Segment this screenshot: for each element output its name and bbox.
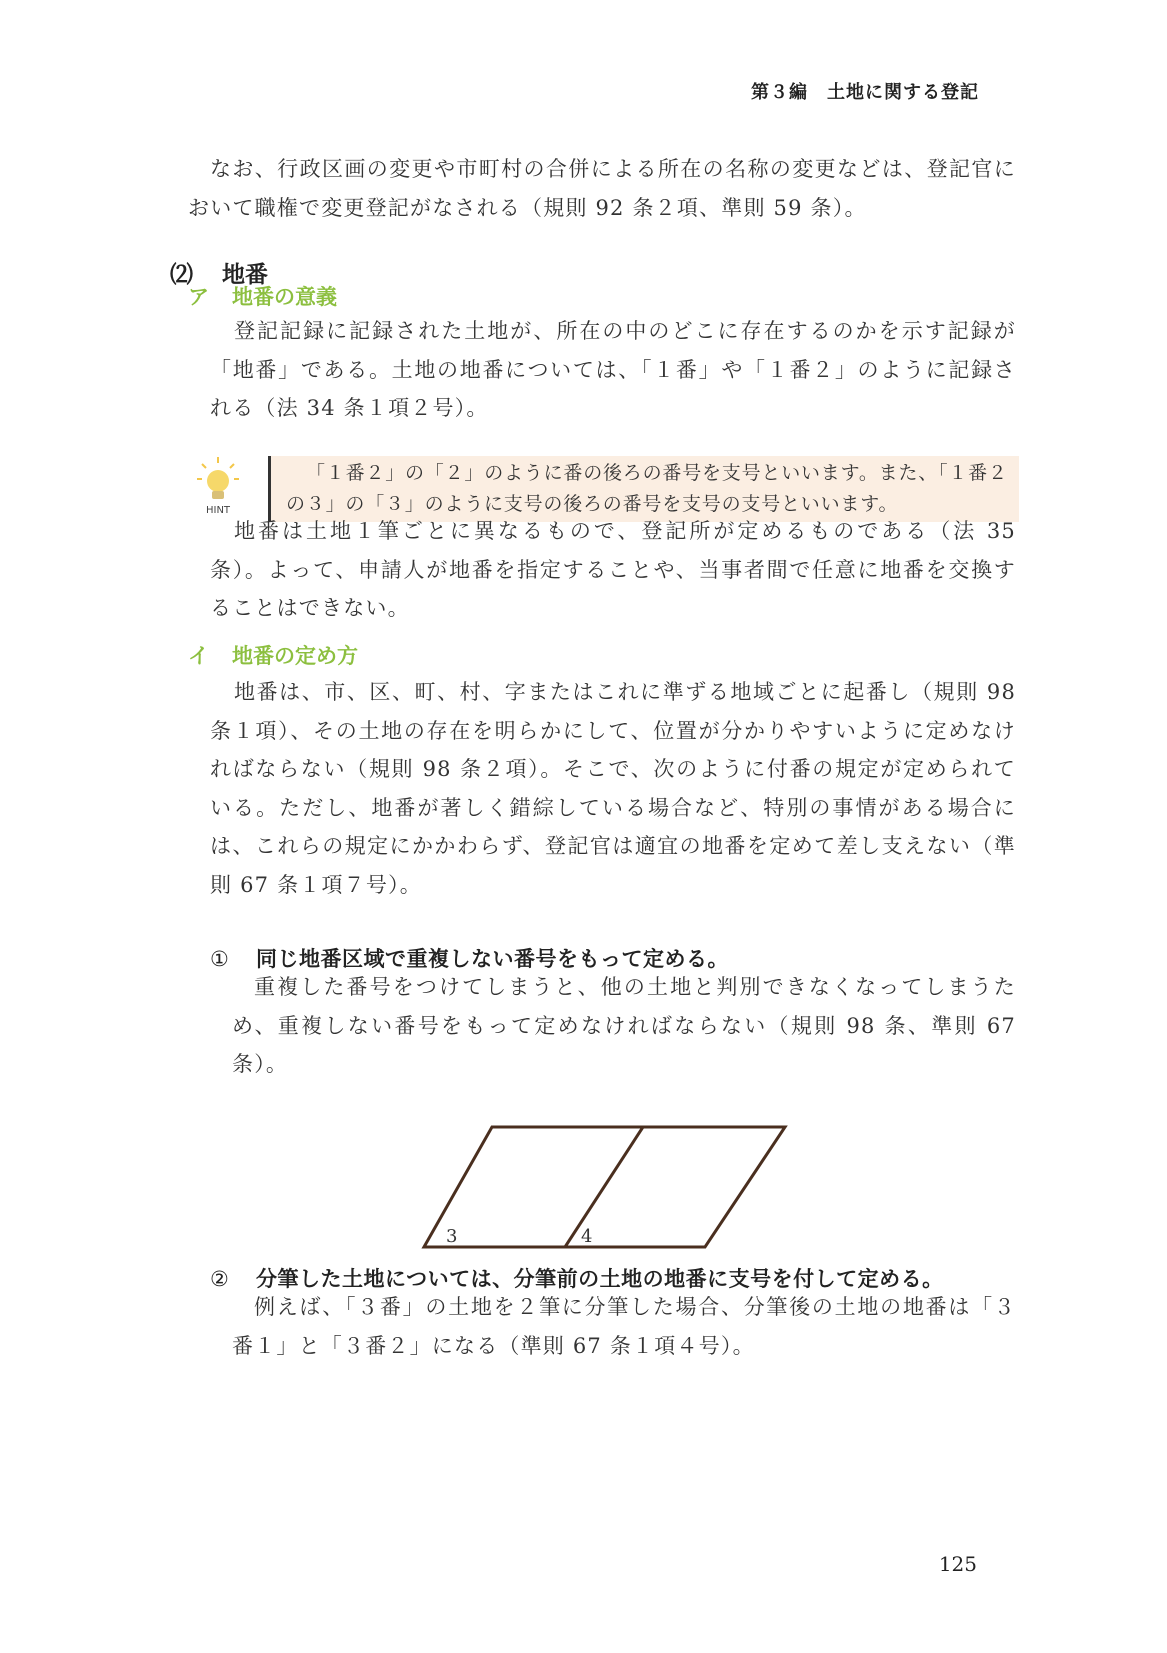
section-number: ⑵ <box>170 262 193 288</box>
subsection-a-paragraph-1: 登記記録に記録された土地が、所在の中のどこに存在するのかを示す記録が「地番」である。土地の地番については、「１番」や「１番２」のように記録される（法 34 条１項２号）。 <box>210 319 1016 420</box>
page-number: 125 <box>938 1552 977 1576</box>
parcel-divider <box>565 1127 643 1247</box>
hint-label: HINT <box>205 505 231 516</box>
subsection-a-label: ア <box>188 285 209 309</box>
subsection-i-heading <box>188 640 358 670</box>
subsection-i-label: イ <box>188 644 209 668</box>
subsection-i-paragraph: 地番は、市、区、町、村、字またはこれに準ずる地域ごとに起番し（規則 98 条１項）、その土地の存在を明らかにして、位置が分かりやすいように定めなければならない（規則 98 条２項）。そこで、次のように付番の規定が定められている。ただし、地番が著しく錯綜している場合など、特別の事情がある場合には、これらの規定にかかわらず、登記官は適宜の地番を定めて差し支えない（準則 67 条１項７号）。 <box>210 680 1017 897</box>
parcel-number-right: 4 <box>581 1226 593 1247</box>
intro-paragraph: なお、行政区画の変更や市町村の合併による所在の名称の変更などは、登記官において職権で変更登記がなされる（規則 92 条２項、準則 59 条）。 <box>188 157 1016 220</box>
rule-2-text: 例えば、「３番」の土地を２筆に分筆した場合、分筆後の土地の地番は「３番１」と「３番２」になる（準則 67 条１項４号）。 <box>232 1295 1016 1358</box>
section-title: 地番 <box>222 262 268 288</box>
parcel-number-left: 3 <box>446 1226 458 1247</box>
running-header: 第３編 土地に関する登記 <box>751 82 979 103</box>
subsection-a-title: 地番の意義 <box>232 285 337 309</box>
rule-2-heading-text: 分筆した土地については、分筆前の土地の地番に支号を付して定める。 <box>256 1267 944 1291</box>
rule-1-text: 重複した番号をつけてしまうと、他の土地と判別できなくなってしまうため、重複しない番号をもって定めなければならない（規則 98 条、準則 67 条）。 <box>232 975 1016 1076</box>
subsection-i-title: 地番の定め方 <box>232 644 358 668</box>
subsection-a-heading <box>188 281 337 311</box>
parcel-diagram <box>420 1123 800 1253</box>
rule-2-marker: ② <box>210 1267 230 1291</box>
rule-1-marker: ① <box>210 947 230 971</box>
rule-1-heading-text: 同じ地番区域で重複しない番号をもって定める。 <box>256 947 729 971</box>
subsection-a-paragraph-2: 地番は土地１筆ごとに異なるもので、登記所が定めるものである（法 35 条）。よって、申請人が地番を指定することや、当事者間で任意に地番を交換することはできない。 <box>210 519 1016 620</box>
hint-text: 「１番２」の「２」のように番の後ろの番号を支号といいます。また、「１番２の３」の「３」のように支号の後ろの番号を支号の支号といいます。 <box>286 462 1008 515</box>
